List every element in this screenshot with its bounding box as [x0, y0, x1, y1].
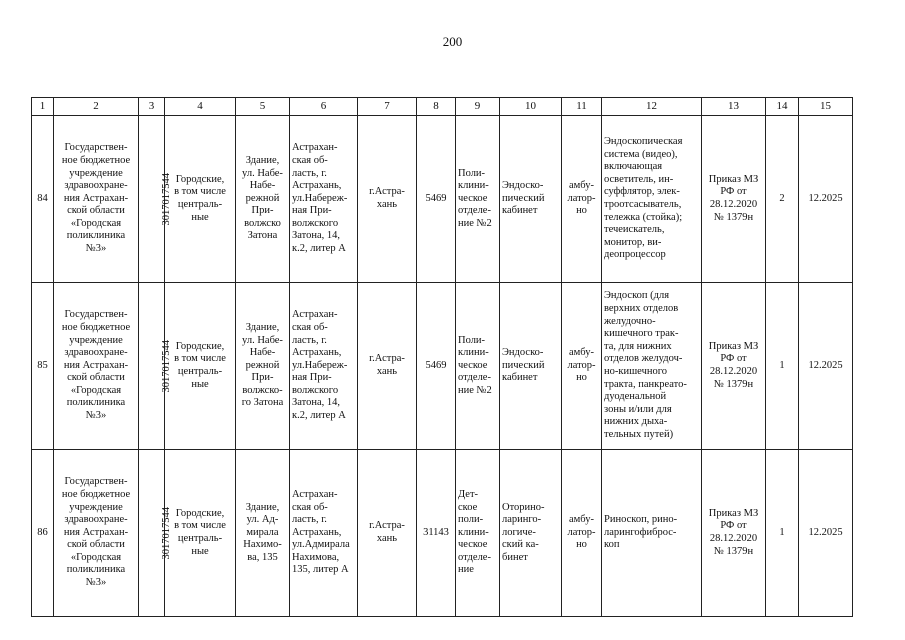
address-cell: Астрахан- ская об- ласть, г. Астрахань, ул.Адмирала Нахимова, 135, литер А	[290, 450, 358, 617]
row-number: 85	[32, 283, 54, 450]
city-cell: г.Астра- хань	[358, 116, 417, 283]
department-cell: Поли- клини- ческое отделе- ние №2	[456, 283, 500, 450]
code-cell: 5469	[417, 283, 456, 450]
quantity-cell: 1	[766, 450, 799, 617]
care-type-cell: амбу- латор- но	[562, 283, 602, 450]
organization-cell: Государствен- ное бюджетное учреждение здравоохране- ния Астрахан- ской области «Городская поликлиника №3»	[54, 116, 139, 283]
city-cell: г.Астра- хань	[358, 283, 417, 450]
inn-cell	[139, 283, 172, 450]
inn-text: 3017017544	[160, 339, 172, 393]
address-cell: Астрахан- ская об- ласть, г. Астрахань, ул.Набереж- ная При- волжского Затона, 14, к.2, литер А	[290, 116, 358, 283]
type-cell: Городские, в том числе централь- ные	[165, 116, 236, 283]
order-cell: Приказ МЗ РФ от 28.12.2020 № 1379н	[702, 450, 766, 617]
care-type-cell: амбу- латор- но	[562, 116, 602, 283]
column-header: 3	[139, 98, 165, 116]
column-header: 1	[32, 98, 54, 116]
column-header: 10	[500, 98, 562, 116]
column-header: 14	[766, 98, 799, 116]
department-cell: Дет- ское поли- клини- ческое отделе- ние	[456, 450, 500, 617]
care-type-cell: амбу- латор- но	[562, 450, 602, 617]
page-number: 200	[442, 34, 463, 49]
table-row	[32, 283, 853, 450]
quantity-cell: 1	[766, 283, 799, 450]
inn-cell	[139, 116, 172, 283]
date-cell: 12.2025	[799, 283, 853, 450]
row-number: 86	[32, 450, 54, 617]
column-header: 4	[165, 98, 236, 116]
organization-cell: Государствен- ное бюджетное учреждение здравоохране- ния Астрахан- ской области «Городская поликлиника №3»	[54, 283, 139, 450]
order-cell: Приказ МЗ РФ от 28.12.2020 № 1379н	[702, 283, 766, 450]
cabinet-cell: Эндоско- пический кабинет	[500, 116, 562, 283]
column-header: 13	[702, 98, 766, 116]
inn-text: 3017017544	[160, 172, 172, 226]
order-cell: Приказ МЗ РФ от 28.12.2020 № 1379н	[702, 116, 766, 283]
building-cell: Здание, ул. Набе- Набе- режной При- волжско- го Затона	[236, 283, 290, 450]
column-header: 2	[54, 98, 139, 116]
type-cell: Городские, в том числе централь- ные	[165, 450, 236, 617]
equipment-cell: Риноскоп, рино- ларингофиброс- коп	[602, 450, 702, 617]
code-cell: 5469	[417, 116, 456, 283]
equipment-cell: Эндоскоп (для верхних отделов желудочно- кишечного трак- та, для нижних отделов желудоч- но-кишечного тракта, панкреато- дуоденальной зоны и/или для нижних дыха- тельных путей)	[602, 283, 702, 450]
date-cell: 12.2025	[799, 116, 853, 283]
cabinet-cell: Эндоско- пический кабинет	[500, 283, 562, 450]
code-cell: 31143	[417, 450, 456, 617]
quantity-cell: 2	[766, 116, 799, 283]
column-header: 8	[417, 98, 456, 116]
organization-cell: Государствен- ное бюджетное учреждение здравоохране- ния Астрахан- ской области «Городская поликлиника №3»	[54, 450, 139, 617]
column-header: 12	[602, 98, 702, 116]
column-header: 11	[562, 98, 602, 116]
table-row	[32, 450, 853, 617]
cabinet-cell: Оторино- ларинго- логиче- ский ка- бинет	[500, 450, 562, 617]
inn-text: 3017017544	[160, 506, 172, 560]
building-cell: Здание, ул. Ад- мирала Нахимо- ва, 135	[236, 450, 290, 617]
column-header: 7	[358, 98, 417, 116]
address-cell: Астрахан- ская об- ласть, г. Астрахань, ул.Набереж- ная При- волжского Затона, 14, к.2, литер А	[290, 283, 358, 450]
inn-cell	[139, 450, 172, 617]
row-number: 84	[32, 116, 54, 283]
header-row	[32, 98, 853, 116]
building-cell: Здание, ул. Набе- Набе- режной При- волжско Затона	[236, 116, 290, 283]
equipment-cell: Эндоскопическая система (видео), включающая осветитель, ин- суффлятор, элек- троотсасыватель, тележка (стойка); течеискатель, монитор, ви- деопроцессор	[602, 116, 702, 283]
city-cell: г.Астра- хань	[358, 450, 417, 617]
type-cell: Городские, в том числе централь- ные	[165, 283, 236, 450]
column-header: 15	[799, 98, 853, 116]
equipment-table	[31, 97, 853, 617]
column-header: 9	[456, 98, 500, 116]
column-header: 5	[236, 98, 290, 116]
table-row	[32, 116, 853, 283]
department-cell: Поли- клини- ческое отделе- ние №2	[456, 116, 500, 283]
date-cell: 12.2025	[799, 450, 853, 617]
column-header: 6	[290, 98, 358, 116]
